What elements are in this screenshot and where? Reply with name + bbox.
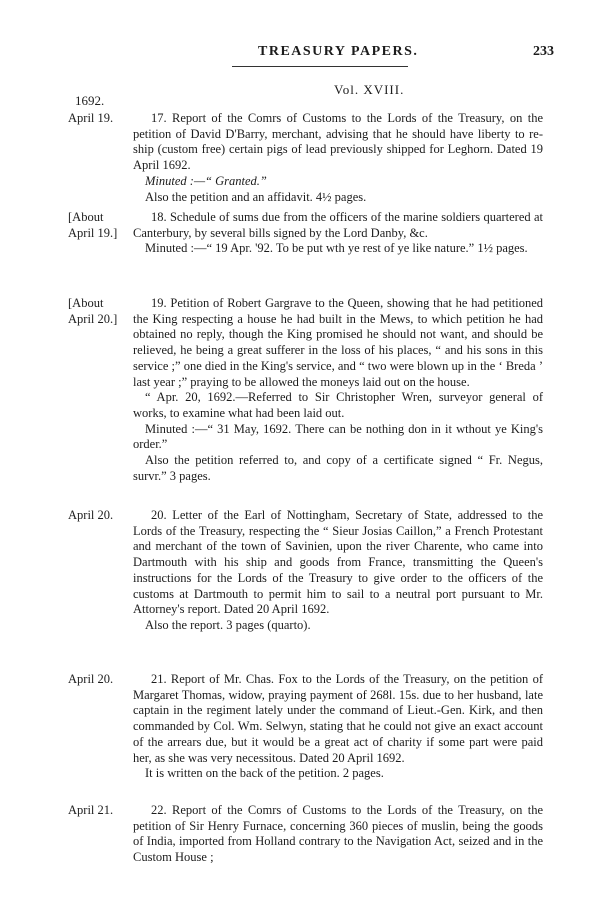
- entry-paragraph: 20. Letter of the Earl of Nottingham, Secretary of State, addressed to the Lords of the Treasury, respecting the “ Sieur Josias Caillon,” a French Protestant and merchant of the town of Savinien, upon the river Charente, who came into Dartmouth with his ship and goods from France, transmitting the Queen's instructions for the Lords of the Treasury to give order to the officers of the customs at Dartmouth to permit him to sail to a neutral port pursuant to Mr. Attorney's report. Dated 20 April 1692.: [133, 508, 543, 617]
- entry-paragraph: 18. Schedule of sums due from the officers of the marine soldiers quartered at Canterbury, by several bills signed by the Lord Danby, &c.: [133, 210, 543, 240]
- enclosure-note: Also the petition referred to, and copy of a certificate signed “ Fr. Negus, survr.” 3 pages.: [133, 453, 543, 483]
- entry-date: April 21.: [68, 803, 114, 817]
- entry-body: [133, 803, 543, 866]
- minute-note: Minuted :—“ Granted.”: [145, 173, 267, 188]
- entry-body: [133, 210, 543, 257]
- minute-note: Minuted :—“ 31 May, 1692. There can be nothing don in it wthout ye King's order.”: [133, 421, 543, 452]
- running-title: TREASURY PAPERS.: [258, 44, 419, 59]
- referral-note: “ Apr. 20, 1692.—Referred to Sir Christopher Wren, surveyor general of works, to examine what had been laid out.: [133, 390, 543, 420]
- page-number: 233: [533, 44, 554, 59]
- year-marginal: 1692.: [75, 93, 105, 108]
- volume-heading: Vol. XVIII.: [334, 82, 405, 97]
- entry-paragraph: 19. Petition of Robert Gargrave to the Queen, showing that he had petitioned the King respecting a house he had built in the Mews, to which petition he had obtained no reply, though the King promised he should not want, and should be relieved, he being a great sufferer in the loss of his places, “ and his sons in this service ;” one died in the King's service, and “ two were blown up in the ‘ Breda ’ last year ;” praying to be allowed the moneys laid out on the house.: [133, 296, 543, 389]
- entry-date: [About April 19.]: [68, 210, 118, 240]
- minute-note: Minuted :—“ 19 Apr. '92. To be put wth ye rest of ye like nature.” 1½ pages.: [145, 241, 528, 256]
- entry-date: April 20.: [68, 508, 114, 522]
- header-rule: [232, 66, 408, 67]
- entry-date: April 20.: [68, 672, 114, 686]
- entry-body: [133, 672, 543, 782]
- entry-paragraph: 21. Report of Mr. Chas. Fox to the Lords of the Treasury, on the petition of Margaret Thomas, widow, praying payment of 268l. 15s. due to her husband, late captain in the regiment lately under the command of Lieut.-Gen. Kirk, and then commanded by Col. Wm. Selwyn, stating that he could not give an exact account of the arrears due, but it would be a great act of charity if some part were paid her, as she was very necessitous. Dated 20 April 1692.: [133, 672, 543, 765]
- enclosure-note: Also the report. 3 pages (quarto).: [145, 617, 311, 632]
- entry-paragraph: 22. Report of the Comrs of Customs to the Lords of the Treasury, on the petition of Sir Henry Furnace, concerning 360 pieces of muslin, being the goods of India, imported from Holland contrary to the Navigation Act, seized and in the Custom House ;: [133, 803, 543, 865]
- entry-body: [133, 508, 543, 634]
- entry-body: [133, 111, 543, 205]
- enclosure-note: Also the petition and an affidavit. 4½ pages.: [145, 189, 367, 204]
- entry-date: April 19.: [68, 111, 114, 125]
- running-head: [0, 44, 606, 66]
- entry-date: [About April 20.]: [68, 296, 118, 326]
- entry-paragraph: 17. Report of the Comrs of Customs to the Lords of the Treasury, on the petition of David D'Barry, merchant, advising that he should have liberty to re-ship (custom free) certain pigs of lead previously shipped for Leghorn. Dated 19 April 1692.: [133, 111, 543, 173]
- entry-body: [133, 296, 543, 484]
- enclosure-note: It is written on the back of the petition. 2 pages.: [145, 766, 384, 781]
